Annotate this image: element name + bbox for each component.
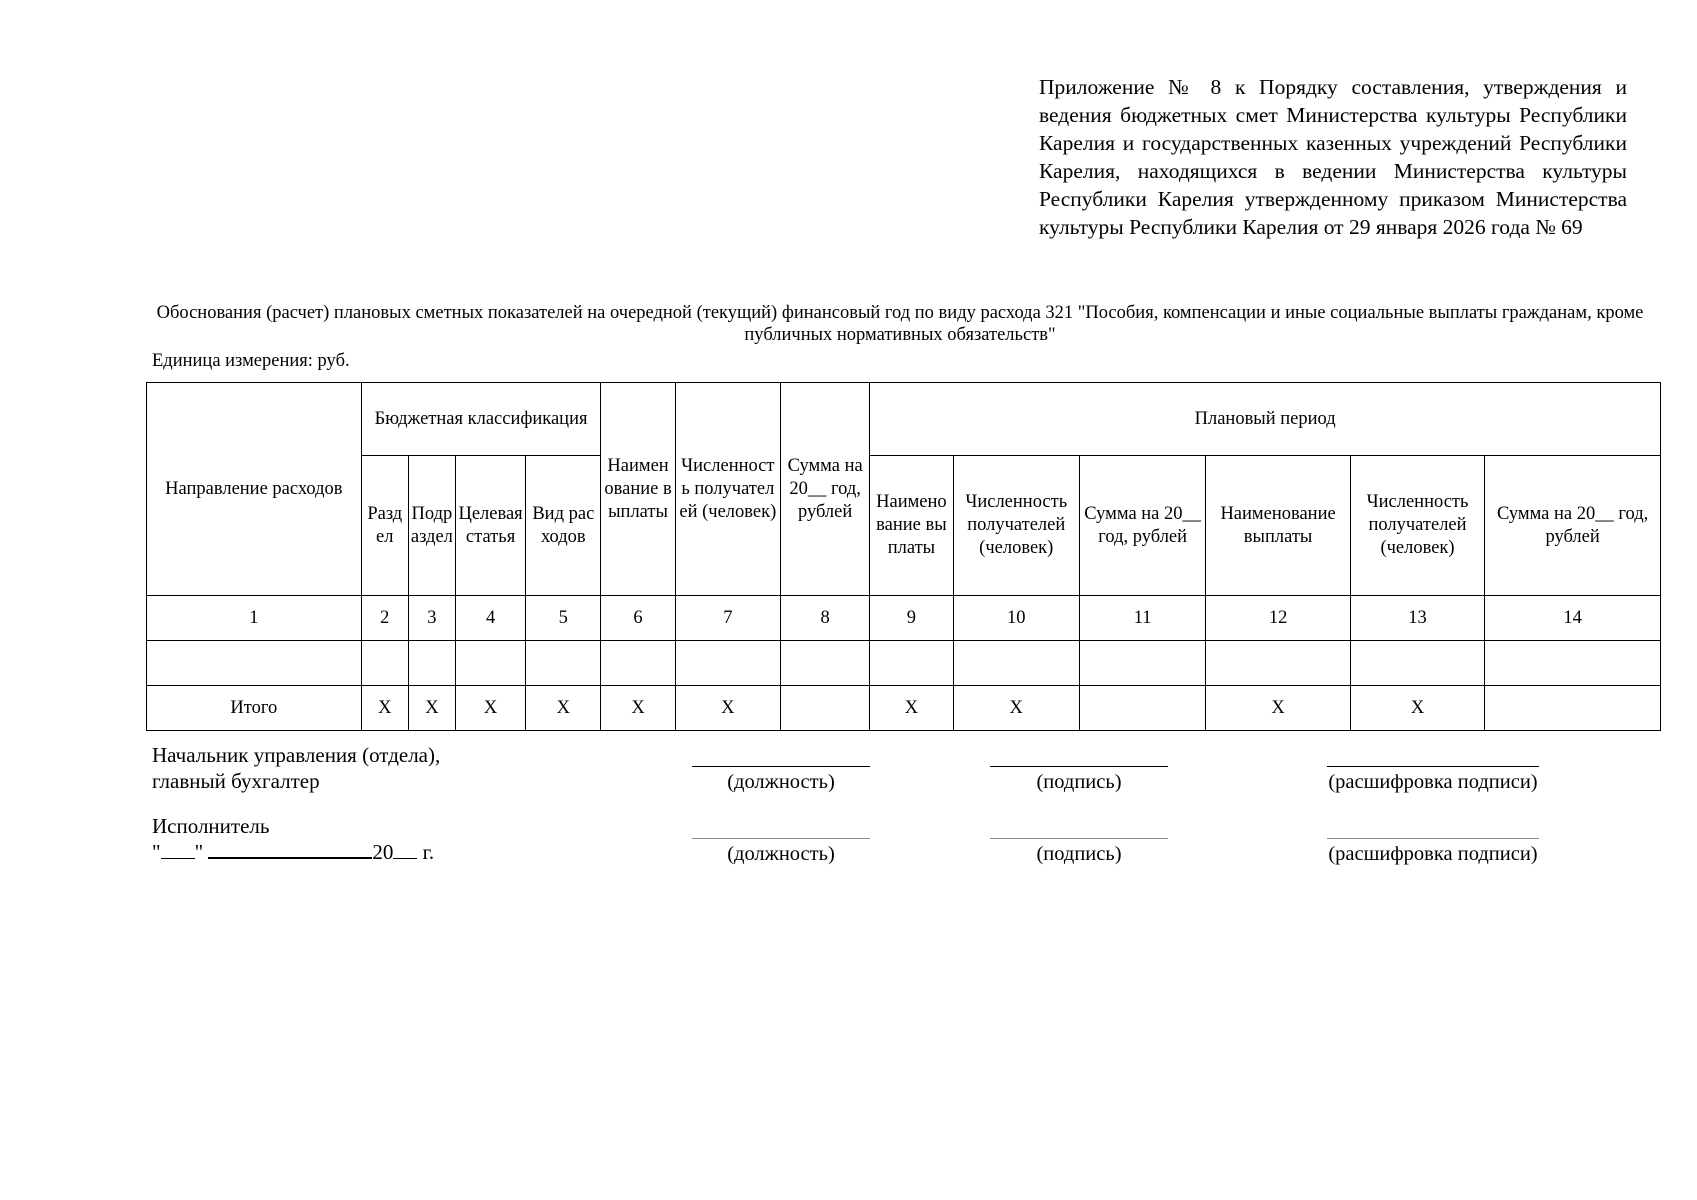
executor-label: Исполнитель [152, 814, 270, 838]
signature-caption: (подпись) [1036, 843, 1122, 865]
date-month-blank [208, 839, 372, 859]
date-open-quote: " [152, 840, 161, 864]
header-p1-sum: Сумма на 20__ год, рублей [1079, 456, 1205, 596]
table-cell [455, 641, 525, 686]
date-close-quote: " [194, 840, 204, 864]
total-row [147, 686, 1661, 731]
table-cell [1485, 641, 1661, 686]
table-cell [953, 641, 1079, 686]
calculation-table [146, 382, 1661, 731]
position-line [692, 838, 870, 839]
total-cell: X [526, 686, 601, 731]
total-cell: X [601, 686, 675, 731]
column-number: 3 [408, 596, 455, 641]
date-year-blank [393, 840, 417, 859]
column-number: 9 [870, 596, 953, 641]
signature-caption: (подпись) [1036, 771, 1122, 793]
table-cell [601, 641, 675, 686]
total-cell: X [408, 686, 455, 731]
decoding-line [1327, 838, 1539, 839]
total-label: Итого [147, 686, 362, 731]
header-section: Раздел [361, 456, 408, 596]
column-number: 14 [1485, 596, 1661, 641]
date-line [152, 839, 434, 865]
header-subsection: Подраздел [408, 456, 455, 596]
table-cell [870, 641, 953, 686]
total-cell [1485, 686, 1661, 731]
table-cell [1079, 641, 1205, 686]
total-cell: X [455, 686, 525, 731]
column-number: 12 [1206, 596, 1350, 641]
table-cell [780, 641, 869, 686]
table-cell [147, 641, 362, 686]
column-number: 5 [526, 596, 601, 641]
column-number: 13 [1350, 596, 1484, 641]
date-suffix: г. [422, 840, 435, 864]
header-p1-payment-name: Наименование выплаты [870, 456, 953, 596]
header-target-article: Целевая статья [455, 456, 525, 596]
column-number: 6 [601, 596, 675, 641]
header-p2-payment-name: Наименование выплаты [1206, 456, 1350, 596]
appendix-header: Приложение № 8 к Порядку составления, утверждения и ведения бюджетных смет Министерства культуры Республики Карелия и государственных казенных учреждений Республики Карелия, находящихся в ведении Министерства культуры Республики Карелия утвержденному приказом Министерства культуры Республики Карелия от 29 января 2026 года № 69 [1039, 75, 1627, 239]
unit-of-measure: Единица измерения: руб. [152, 351, 350, 371]
column-number: 10 [953, 596, 1079, 641]
document-title: Обоснования (расчет) плановых сметных показателей на очередной (текущий) финансовый год по виду расхода 321 "Пособия, компенсации и иные социальные выплаты гражданам, кроме публичных нормативных обязательств" [156, 303, 1644, 345]
total-cell: X [361, 686, 408, 731]
header-p2-sum: Сумма на 20__ год, рублей [1485, 456, 1661, 596]
header-row-2 [147, 456, 1661, 596]
table-cell [1350, 641, 1484, 686]
head-title-line1: Начальник управления (отдела), [152, 743, 441, 767]
header-budget-classification: Бюджетная классификация [361, 383, 601, 456]
decoding-caption: (расшифровка подписи) [1328, 771, 1538, 793]
column-number: 2 [361, 596, 408, 641]
total-cell: X [1206, 686, 1350, 731]
column-number: 4 [455, 596, 525, 641]
table-cell [1206, 641, 1350, 686]
header-sum: Сумма на 20__ год, рублей [780, 383, 869, 596]
column-number: 7 [675, 596, 780, 641]
header-row-1 [147, 383, 1661, 456]
decoding-line [1327, 766, 1539, 767]
column-number: 1 [147, 596, 362, 641]
total-cell [780, 686, 869, 731]
position-line [692, 766, 870, 767]
total-cell: X [870, 686, 953, 731]
header-recipients: Численность получателей (человек) [675, 383, 780, 596]
date-year-prefix: 20 [372, 840, 394, 864]
position-caption: (должность) [727, 771, 835, 793]
head-title-line2: главный бухгалтер [152, 769, 320, 793]
column-number: 11 [1079, 596, 1205, 641]
total-cell: X [675, 686, 780, 731]
header-payment-name: Наименование выплаты [601, 383, 675, 596]
column-number-row [147, 596, 1661, 641]
signature-line [990, 838, 1168, 839]
header-p2-recipients: Численность получателей (человек) [1350, 456, 1484, 596]
data-row-empty [147, 641, 1661, 686]
column-number: 8 [780, 596, 869, 641]
total-cell: X [1350, 686, 1484, 731]
signature-line [990, 766, 1168, 767]
header-planned-period: Плановый период [870, 383, 1661, 456]
position-caption: (должность) [727, 843, 835, 865]
table-cell [675, 641, 780, 686]
total-cell [1079, 686, 1205, 731]
total-cell: X [953, 686, 1079, 731]
date-day-blank [161, 840, 195, 859]
decoding-caption: (расшифровка подписи) [1328, 843, 1538, 865]
header-expense-type: Вид расходов [526, 456, 601, 596]
table-cell [361, 641, 408, 686]
header-p1-recipients: Численность получателей (человек) [953, 456, 1079, 596]
header-direction: Направление расходов [147, 383, 362, 596]
table-cell [408, 641, 455, 686]
table-cell [526, 641, 601, 686]
